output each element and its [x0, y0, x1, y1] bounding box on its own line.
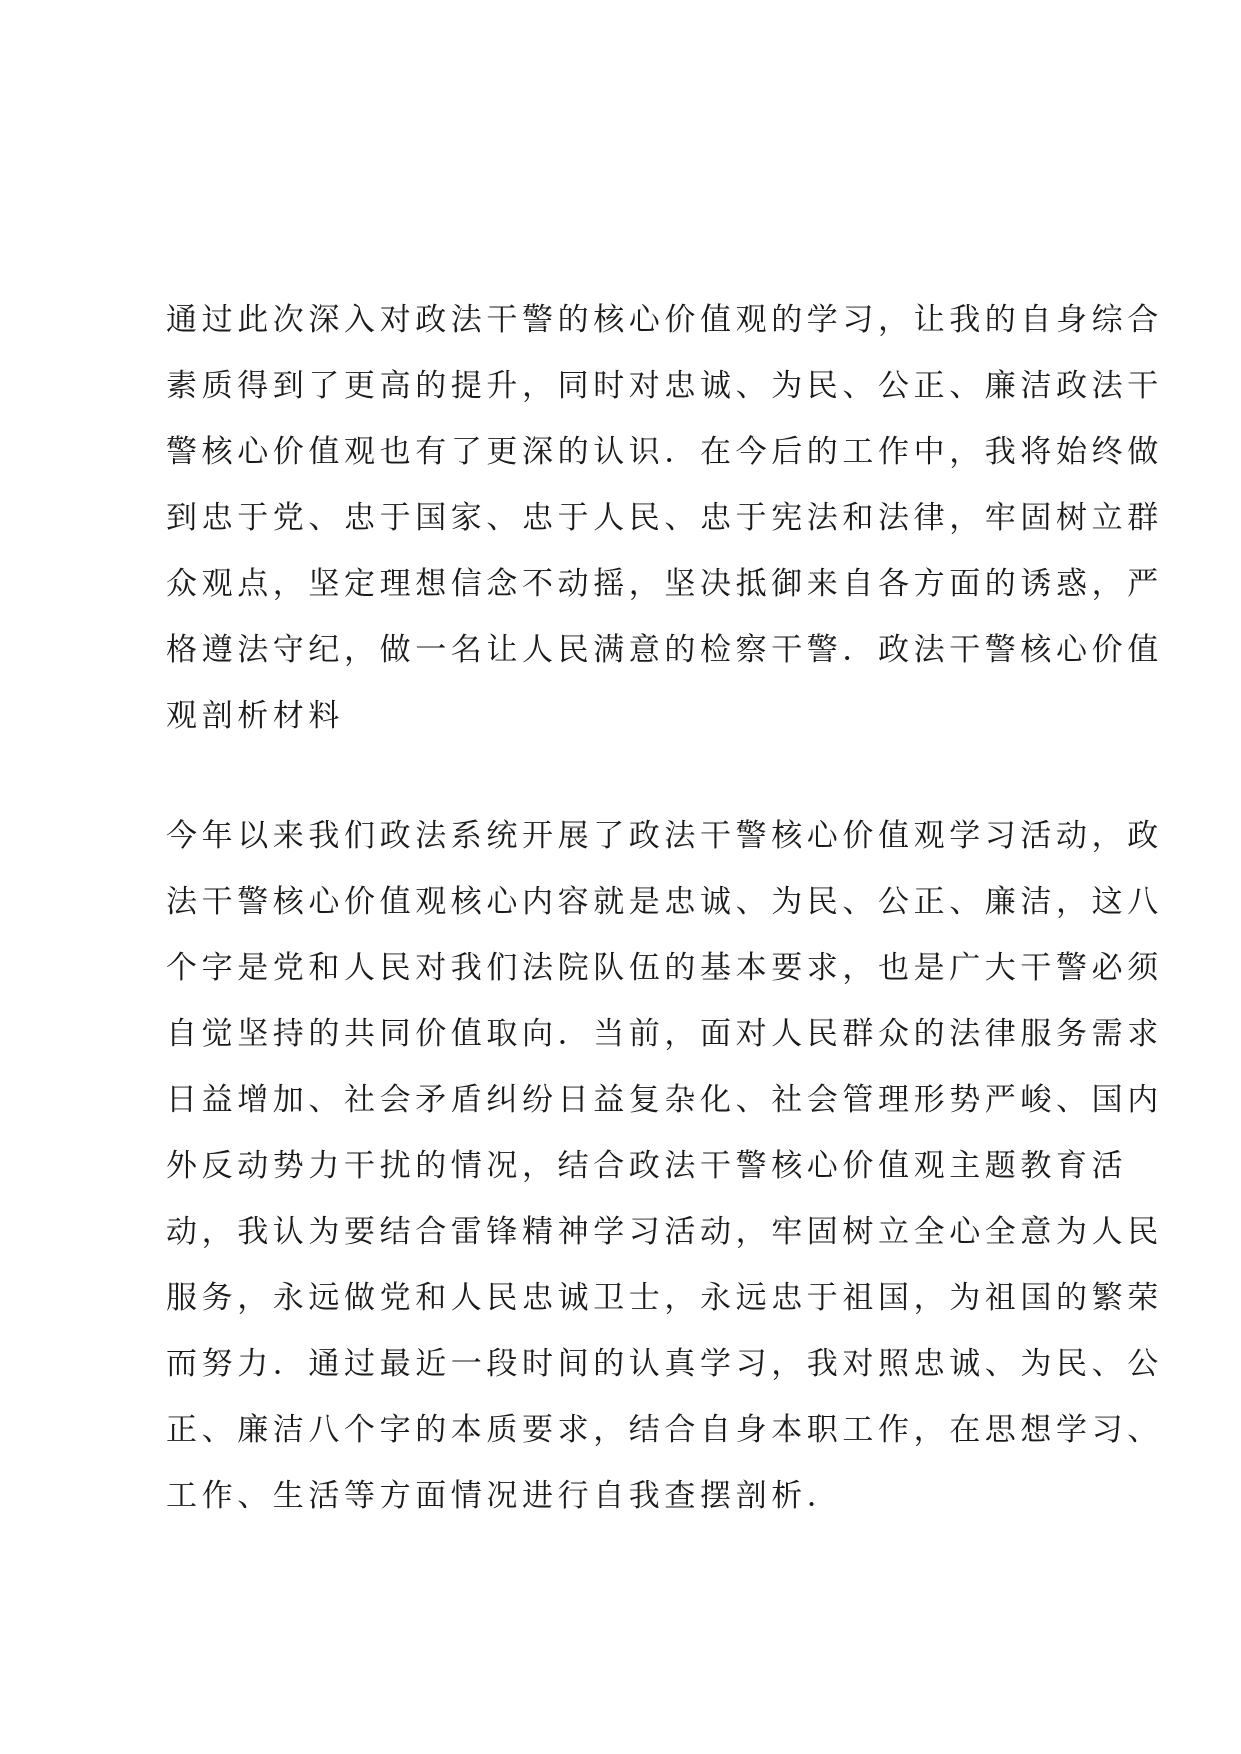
text-line: 通过此次深入对政法干警的核心价值观的学习，让我的自身综合 [166, 302, 1163, 338]
text-line: 警核心价值观也有了更深的认识．在今后的工作中，我将始终做 [166, 434, 1163, 470]
text-line: 日益增加、社会矛盾纠纷日益复杂化、社会管理形势严峻、国内 [166, 1082, 1163, 1118]
text-line: 而努力．通过最近一段时间的认真学习，我对照忠诚、为民、公 [166, 1346, 1163, 1382]
text-line: 到忠于党、忠于国家、忠于人民、忠于宪法和法律，牢固树立群 [166, 500, 1163, 536]
text-line: 今年以来我们政法系统开展了政法干警核心价值观学习活动，政 [166, 818, 1163, 854]
text-line: 自觉坚持的共同价值取向．当前，面对人民群众的法律服务需求 [166, 1016, 1163, 1052]
text-line: 外反动势力干扰的情况，结合政法干警核心价值观主题教育活 [166, 1148, 1128, 1184]
paragraph-2 [166, 803, 1163, 1529]
text-line: 服务，永远做党和人民忠诚卫士，永远忠于祖国，为祖国的繁荣 [166, 1280, 1163, 1316]
text-line: 格遵法守纪，做一名让人民满意的检察干警．政法干警核心价值 [166, 632, 1163, 668]
text-line: 观剖析材料 [166, 698, 344, 734]
text-line: 工作、生活等方面情况进行自我查摆剖析． [166, 1478, 843, 1514]
text-line: 众观点，坚定理想信念不动摇，坚决抵御来自各方面的诱惑，严 [166, 566, 1163, 602]
text-line: 个字是党和人民对我们法院队伍的基本要求，也是广大干警必须 [166, 950, 1163, 986]
text-line: 素质得到了更高的提升，同时对忠诚、为民、公正、廉洁政法干 [166, 368, 1163, 404]
text-line: 法干警核心价值观核心内容就是忠诚、为民、公正、廉洁，这八 [166, 884, 1163, 920]
paragraph-1 [166, 287, 1163, 749]
text-line: 动，我认为要结合雷锋精神学习活动，牢固树立全心全意为人民 [166, 1214, 1163, 1250]
text-line: 正、廉洁八个字的本质要求，结合自身本职工作，在思想学习、 [166, 1412, 1163, 1448]
